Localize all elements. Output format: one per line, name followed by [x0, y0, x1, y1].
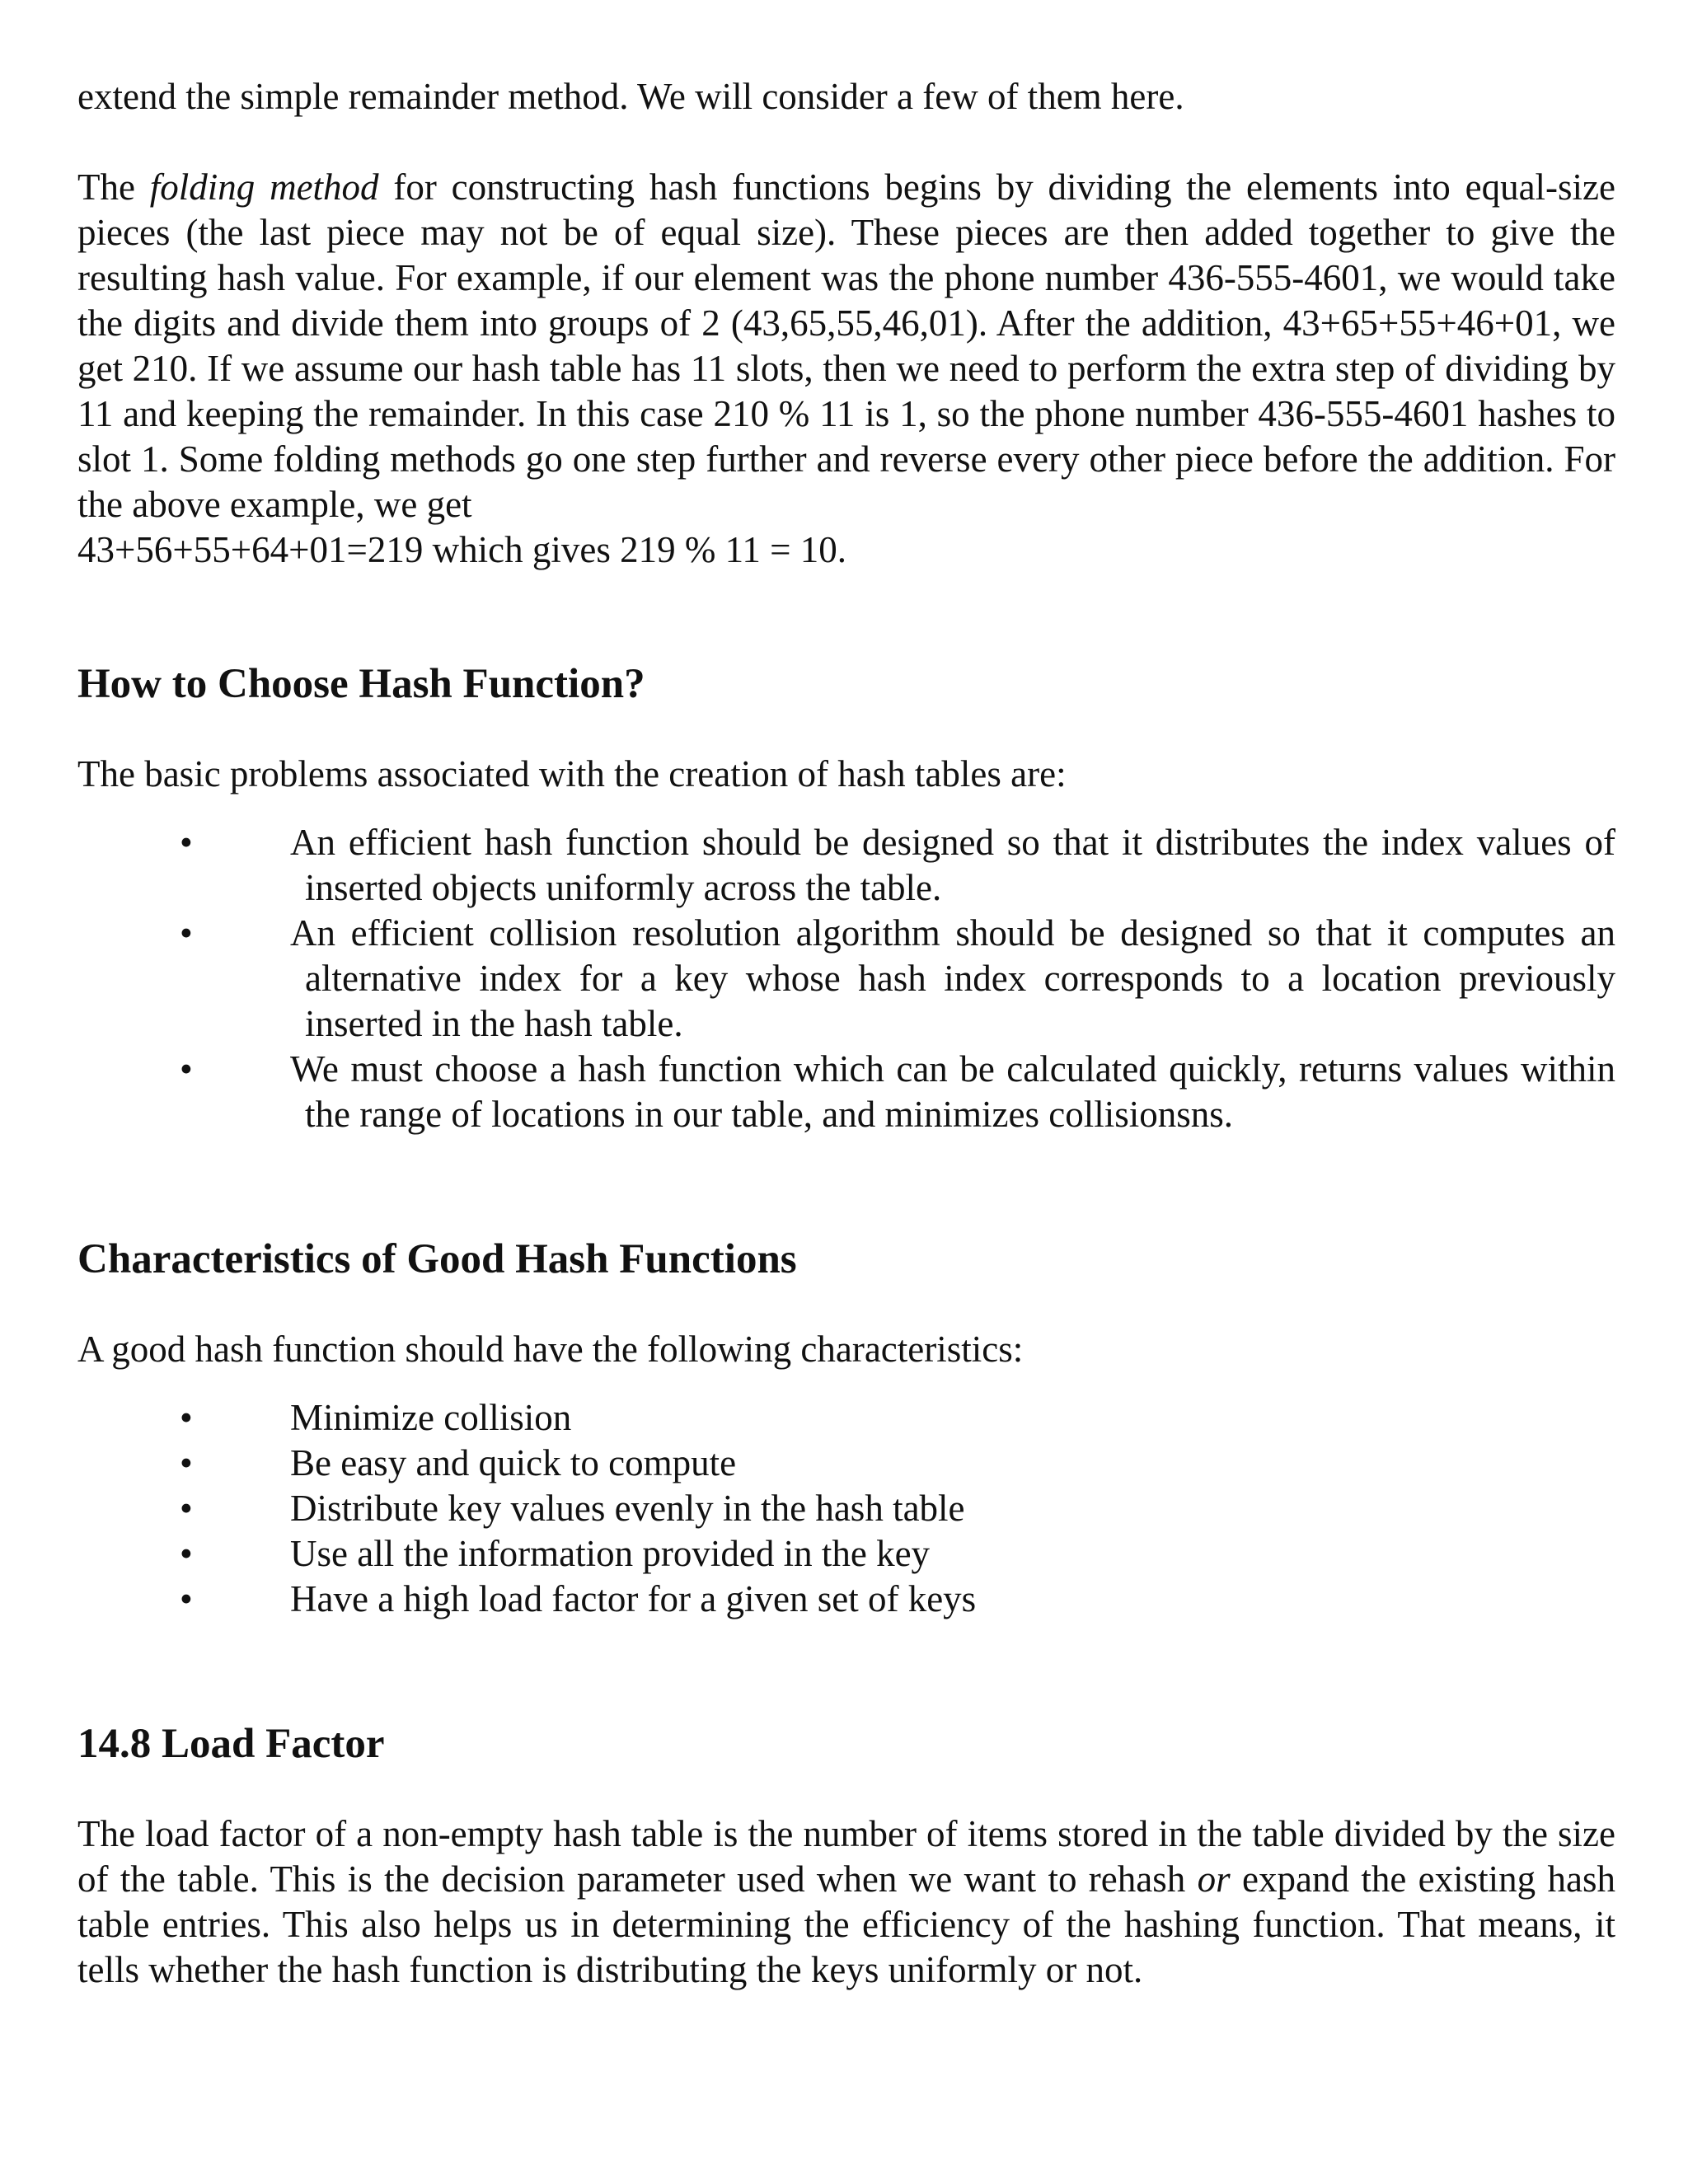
- list-item-text: Have a high load factor for a given set of keys: [290, 1578, 977, 1619]
- bullet-icon: •: [180, 1533, 193, 1574]
- list-item: [77, 1531, 1615, 1577]
- load-factor-body-1: The load factor of a non-empty hash table is the number of items stored in the table divided by the size of the table. This is the decision parameter used when we want to rehash: [77, 1813, 1615, 1900]
- bullet-icon: •: [180, 1397, 193, 1438]
- bullet-icon: •: [180, 1578, 193, 1619]
- list-item: [77, 1486, 1615, 1531]
- characteristics-intro: A good hash function should have the following characteristics:: [77, 1329, 1024, 1370]
- section-heading-load-factor: 14.8 Load Factor: [77, 1721, 385, 1767]
- list-item-text: Use all the information provided in the key: [290, 1533, 931, 1574]
- list-item: [77, 820, 1615, 911]
- bullet-icon: •: [180, 1048, 193, 1090]
- load-factor-body-2: expand the existing hash table entries. This also helps us in determining the efficiency of the hashing function. That means, it tells whether the hash function is distributing the keys uniformly or not.: [77, 1858, 1615, 1990]
- list-item-text: Distribute key values evenly in the hash table: [290, 1488, 965, 1529]
- choose-intro: The basic problems associated with the creation of hash tables are:: [77, 753, 1067, 794]
- folding-method-term: folding method: [149, 166, 379, 208]
- bullet-icon: •: [180, 912, 193, 954]
- list-item: [77, 1577, 1615, 1622]
- list-item-text: An efficient collision resolution algorithm should be designed so that it computes an alternative index for a key whose hash index corresponds to a location previously inserted in the hash table.: [290, 912, 1615, 1044]
- list-item: [77, 1047, 1615, 1137]
- bullet-icon: •: [180, 822, 193, 863]
- list-item: [77, 1441, 1615, 1486]
- list-item-text: We must choose a hash function which can be calculated quickly, returns values within the range of locations in our table, and minimizes collisionsns.: [290, 1048, 1615, 1135]
- document-page: [77, 74, 1615, 1993]
- list-item-text: Be easy and quick to compute: [290, 1442, 737, 1483]
- load-factor-or: or: [1197, 1858, 1231, 1900]
- folding-lead: The: [77, 166, 150, 208]
- bullet-icon: •: [180, 1488, 193, 1529]
- bullet-icon: •: [180, 1442, 193, 1483]
- folding-method-paragraph: [77, 165, 1615, 527]
- section-heading-characteristics: Characteristics of Good Hash Functions: [77, 1236, 797, 1282]
- section-heading-choose: How to Choose Hash Function?: [77, 661, 645, 707]
- list-item: [77, 911, 1615, 1047]
- list-item-text: An efficient hash function should be designed so that it distributes the index values of inserted objects uniformly across the table.: [290, 822, 1615, 908]
- choose-problems-list: [77, 820, 1615, 1137]
- load-factor-paragraph: [77, 1811, 1615, 1993]
- folding-body: for constructing hash functions begins by dividing the elements into equal-size pieces (the last piece may not be of equal size). These pieces are then added together to give the resulting hash value. For example, if our element was the phone number 436-555-4601, we would take the digits and divide them into groups of 2 (43,65,55,46,01). After the addition, 43+65+55+46+01, we get 210. If we assume our hash table has 11 slots, then we need to perform the extra step of dividing by 11 and keeping the remainder. In this case 210 % 11 is 1, so the phone number 436-555-4601 hashes to slot 1. Some folding methods go one step further and reverse every other piece before the addition. For the above example, we get: [77, 166, 1615, 525]
- characteristics-list: [77, 1395, 1615, 1622]
- folding-last-line: 43+56+55+64+01=219 which gives 219 % 11 = 10.: [77, 529, 847, 570]
- list-item-text: Minimize collision: [290, 1397, 572, 1438]
- intro-paragraph: extend the simple remainder method. We will consider a few of them here.: [77, 76, 1184, 117]
- list-item: [77, 1395, 1615, 1441]
